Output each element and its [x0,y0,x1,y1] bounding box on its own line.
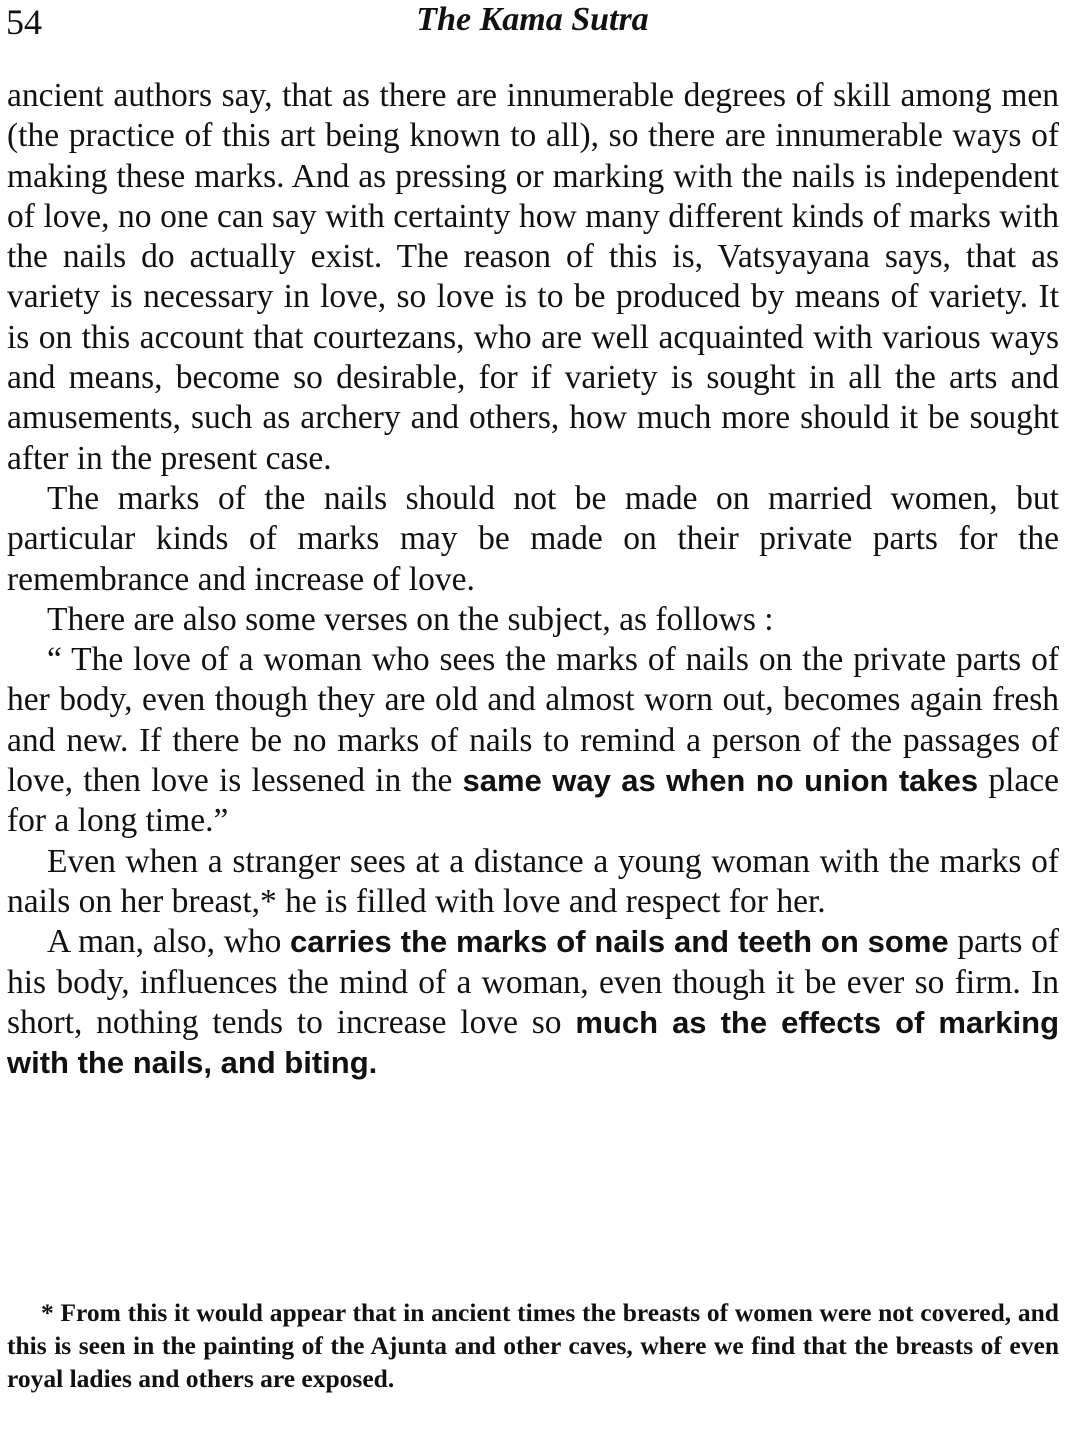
paragraph-6-bold: carries the marks of nails and teeth on some [290,924,949,960]
paragraph-6 [7,922,1059,1083]
paragraph-1: ancient authors say, that as there are innumerable degrees of skill among men (the practice of this art being known to all), so there are innumerable ways of making these marks. And as pressing or marking with the nails is independent of love, no one can say with certainty how many different kinds of marks with the nails do actually exist. The reason of this is, Vatsyayana says, that as variety is necessary in love, so love is to be produced by means of variety. It is on this account that courtezans, who are well acquainted with various ways and means, become so desirable, for if variety is sought in all the arts and amusements, such as archery and others, how much more should it be sought after in the present case. [7,77,1059,477]
paragraph-3: There are also some verses on the subject, as follows : [47,600,774,638]
paragraph-2: The marks of the nails should not be made on married women, but particular kinds of marks may be made on their private parts for the remembrance and increase of love. [7,479,1059,598]
footnote: * From this it would appear that in ancient times the breasts of women were not covered, and this is seen in the painting of the Ajunta and other caves, where we find that the breasts of even royal ladies and others are exposed. [7,1298,1059,1393]
paragraph-6-bold-end: much as the effects of marking with the nails, and biting. [7,1004,1060,1081]
paragraph-5: Even when a stranger sees at a distance a young woman with the marks of nails on her breast,* he is filled with love and respect for her. [7,842,1059,920]
paragraph-4-verse [7,640,1059,841]
paragraph-6-start: A man, also, who [47,923,291,961]
verse-text-bold: same way as when no union takes [462,763,979,799]
paragraph-6-middle: parts of his body, influences the mind of a woman, even though it be ever so firm. In short, nothing tends to increase love so [7,923,1060,1041]
running-title: The Kama Sutra [416,1,649,38]
page-number: 54 [6,2,42,42]
verse-text-start: “ The love of a woman who sees the marks of nails on the private parts of her body, even though they are old and almost worn out, becomes again fresh and new. If there be no marks of nails to remind a person of the passages of love, then love is lessened in the [7,641,1059,800]
body-text [7,76,1059,1083]
verse-text-end: place for a long time.” [7,762,1060,840]
